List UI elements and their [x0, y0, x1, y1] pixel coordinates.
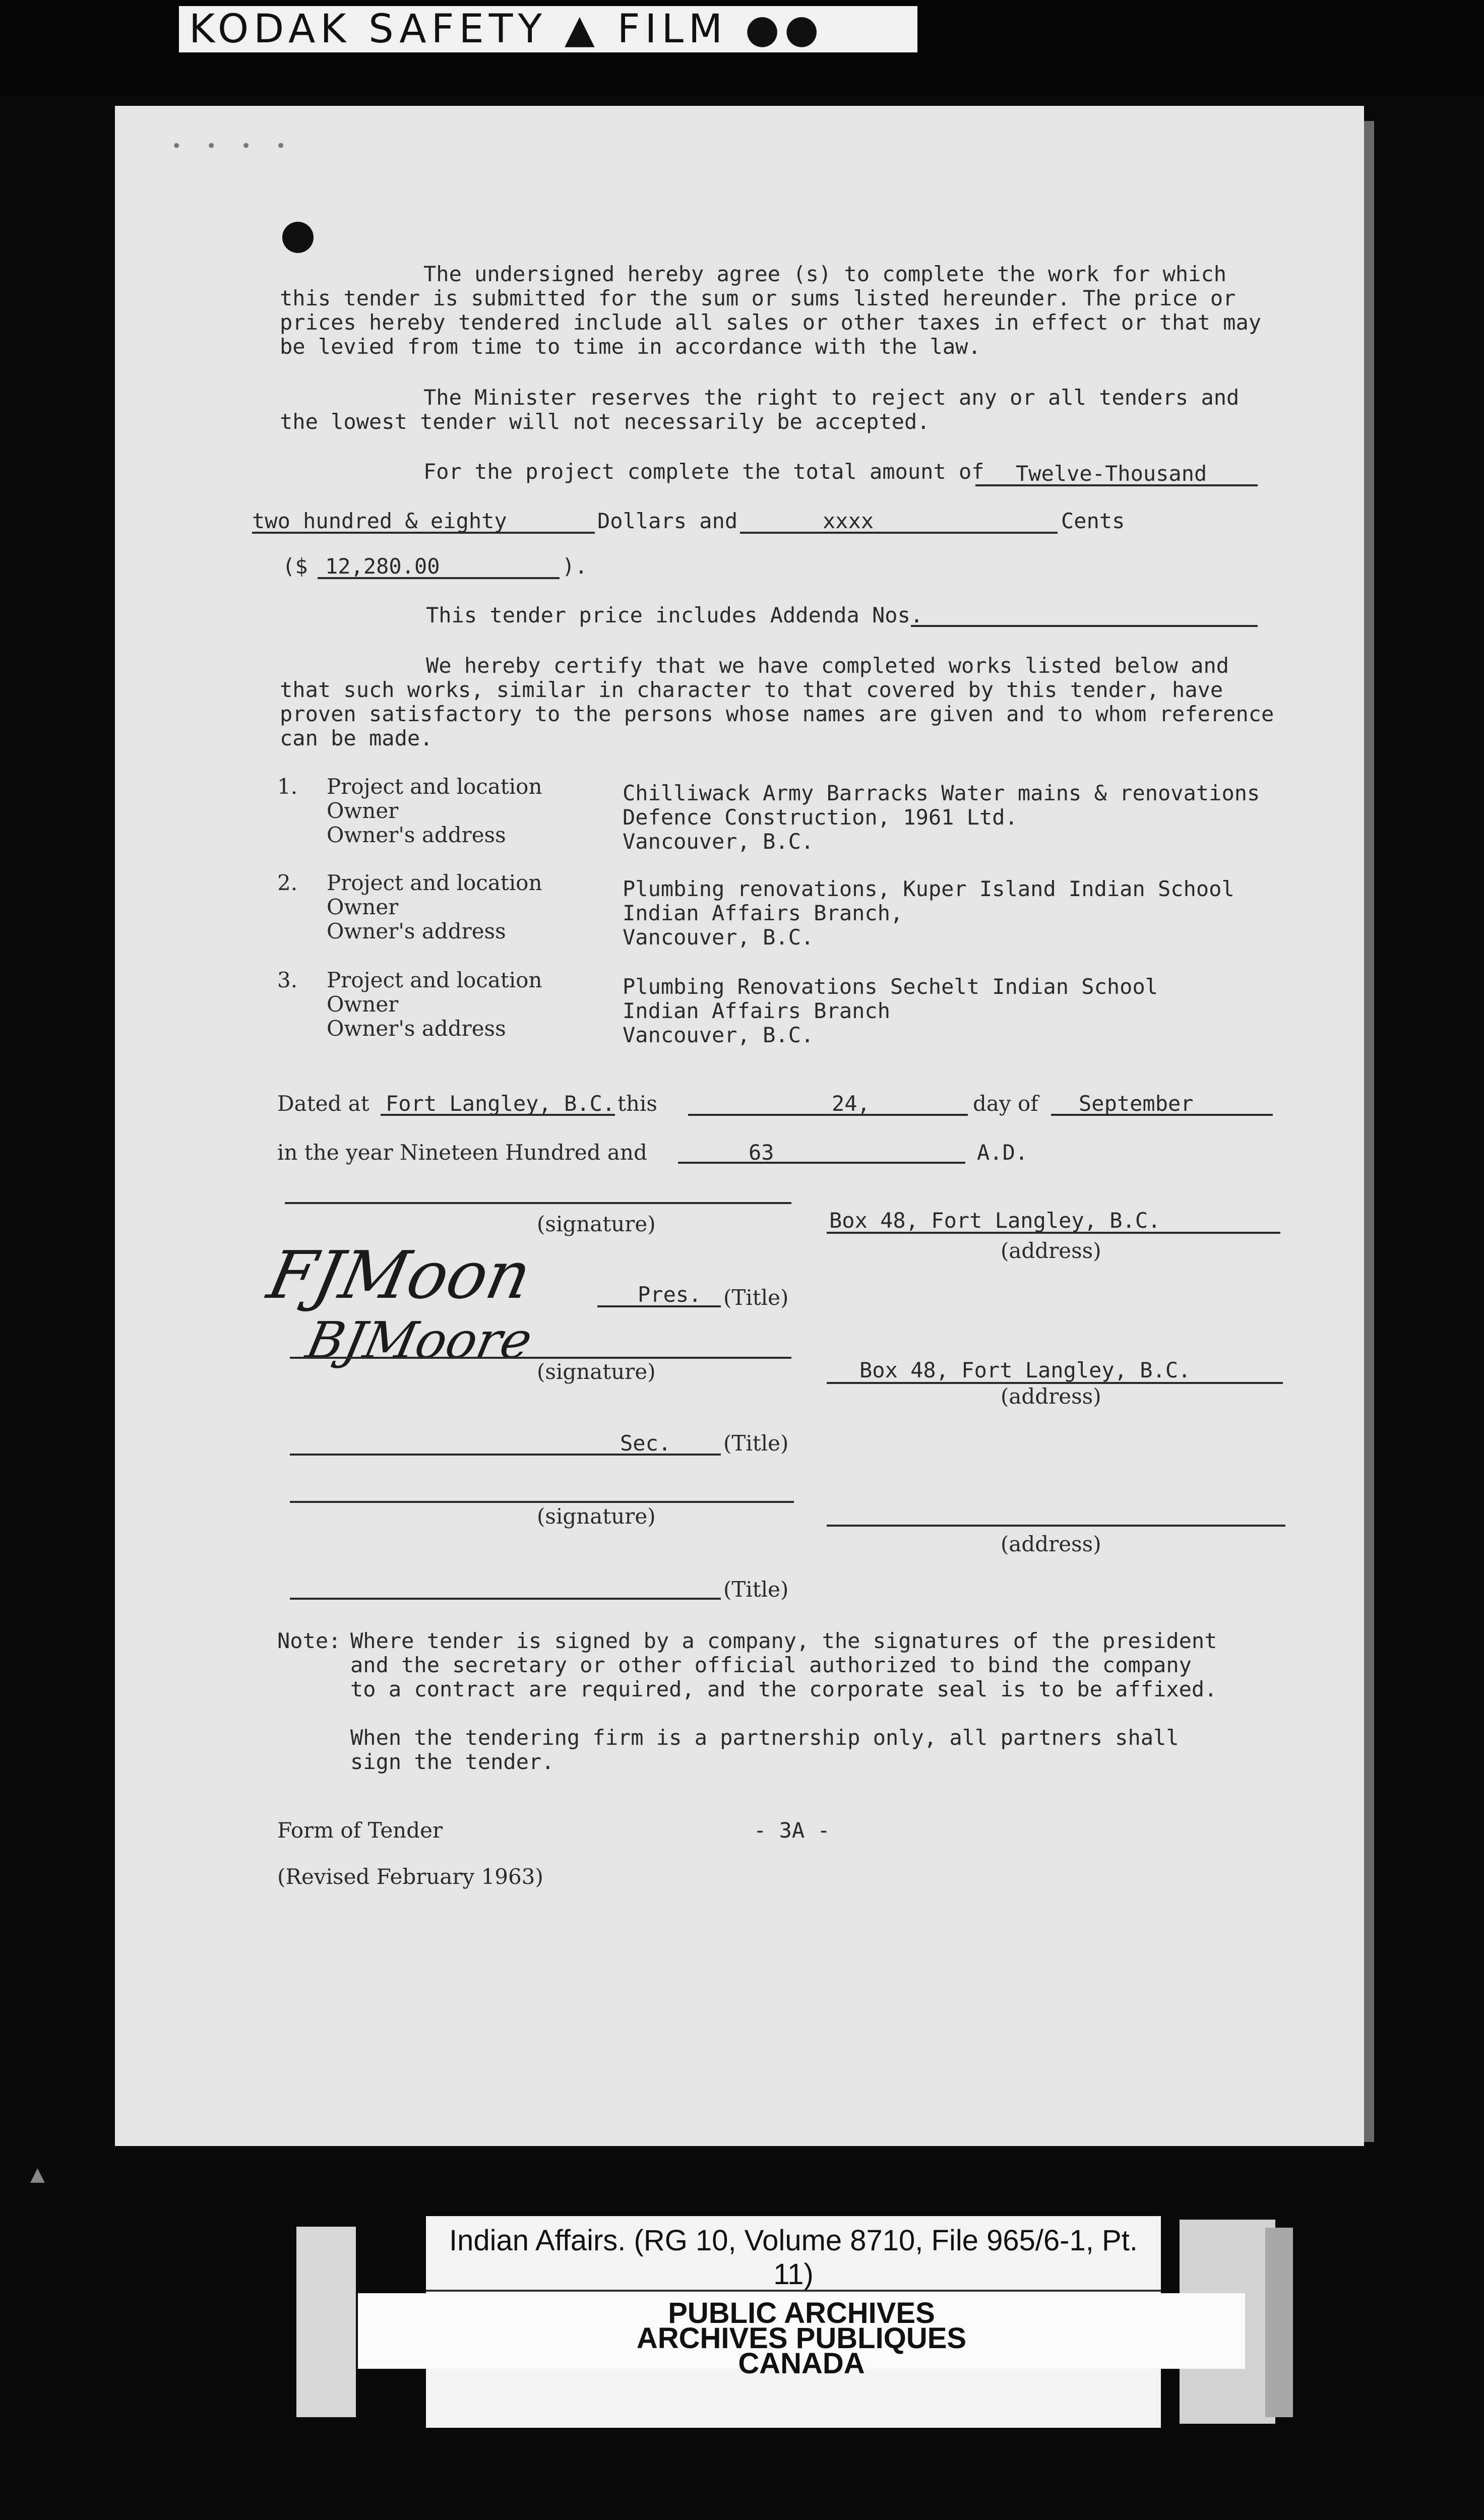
- punch-hole: [282, 222, 314, 253]
- reference-1-address: Vancouver, B.C.: [623, 829, 814, 854]
- title-label-2: (Title): [723, 1431, 789, 1456]
- reference-1-owner: Defence Construction, 1961 Ltd.: [623, 805, 1018, 830]
- reference-3-owner-label: Owner: [327, 992, 399, 1017]
- film-header: KODAK SAFETY ▲ FILM ●●: [179, 6, 917, 52]
- archive-reference: Indian Affairs. (RG 10, Volume 8710, File 965/6-1, Pt. 11): [449, 2224, 1138, 2291]
- note-line-5: sign the tender.: [350, 1749, 554, 1774]
- ad-label: A.D.: [977, 1140, 1028, 1165]
- title-value-2: Sec.: [620, 1431, 671, 1456]
- address-label-2: (address): [1001, 1384, 1101, 1409]
- certify-line-1: We hereby certify that we have completed works listed below and: [426, 653, 1229, 678]
- day-value: 24,: [832, 1091, 870, 1116]
- reference-3-owner: Indian Affairs Branch: [623, 998, 891, 1023]
- address-label-3: (address): [1001, 1532, 1101, 1556]
- signature-president: FJMoon: [261, 1237, 538, 1313]
- cents-line: [740, 532, 1058, 534]
- reference-1-project: Chilliwack Army Barracks Water mains & renovations: [623, 781, 1260, 805]
- reference-1-address-label: Owner's address: [327, 823, 506, 847]
- addenda-label: This tender price includes Addenda Nos.: [426, 603, 923, 627]
- title-value-1: Pres.: [638, 1282, 702, 1307]
- day-line: [688, 1114, 968, 1116]
- reference-1-number: 1.: [277, 774, 298, 799]
- certify-line-4: can be made.: [280, 726, 433, 750]
- archive-label-left-tab: [296, 2227, 356, 2417]
- title-line-3: [290, 1598, 721, 1600]
- signature-label-3: (signature): [537, 1504, 656, 1529]
- certify-line-2: that such works, similar in character to that covered by this tender, have: [280, 677, 1223, 702]
- archive-line-3: CANADA: [738, 2347, 865, 2380]
- title-label-3: (Title): [723, 1577, 789, 1602]
- signature-line-3: [290, 1501, 794, 1503]
- archive-line-2: ARCHIVES PUBLIQUES: [636, 2322, 967, 2355]
- note-line-2: and the secretary or other official authorized to bind the company: [350, 1653, 1192, 1677]
- amount-close: ).: [562, 554, 588, 579]
- amount-words-line-2: [252, 532, 595, 534]
- revised-date: (Revised February 1963): [277, 1864, 543, 1889]
- cents-label: Cents: [1061, 509, 1125, 533]
- reference-2-address: Vancouver, B.C.: [623, 925, 814, 950]
- amount-open: ($: [282, 554, 308, 579]
- archive-label-right-edge: [1265, 2228, 1293, 2417]
- signature-line-2: [290, 1357, 791, 1359]
- form-name: Form of Tender: [277, 1818, 443, 1843]
- para1-line-3: prices hereby tendered include all sales or other taxes in effect or that may: [280, 310, 1262, 335]
- para1-line-4: be levied from time to time in accordance with the law.: [280, 334, 981, 359]
- address-value-2: Box 48, Fort Langley, B.C.: [859, 1358, 1191, 1382]
- reference-3-address-label: Owner's address: [327, 1016, 506, 1041]
- para1-line-1: The undersigned hereby agree (s) to complete the work for which: [423, 262, 1227, 286]
- reference-2-project-label: Project and location: [327, 870, 542, 895]
- page-number: - 3A -: [754, 1818, 830, 1843]
- signature-line-1: [285, 1202, 791, 1204]
- year-value: 63: [749, 1140, 774, 1165]
- this-label: this: [617, 1091, 657, 1116]
- reference-2-address-label: Owner's address: [327, 919, 506, 943]
- para2-line-2: the lowest tender will not necessarily be accepted.: [280, 409, 930, 434]
- month-value: September: [1079, 1091, 1194, 1116]
- reference-2-owner-label: Owner: [327, 895, 399, 919]
- signature-label-2: (signature): [537, 1359, 656, 1384]
- archive-line-1: PUBLIC ARCHIVES: [668, 2297, 935, 2329]
- reference-3-project: Plumbing Renovations Sechelt Indian School: [623, 974, 1158, 999]
- para2-line-1: The Minister reserves the right to reject any or all tenders and: [423, 385, 1240, 410]
- addenda-line: [911, 625, 1258, 627]
- amount-figure: 12,280.00: [325, 554, 440, 579]
- amount-figure-line: [318, 577, 560, 579]
- amount-words-2: two hundred & eighty: [252, 509, 507, 533]
- project-amount-label: For the project complete the total amount of: [423, 459, 984, 484]
- title-label-1: (Title): [723, 1285, 789, 1310]
- reference-2-number: 2.: [277, 870, 298, 895]
- signature-label-1: (signature): [537, 1212, 656, 1236]
- year-line: [678, 1162, 965, 1164]
- reference-1-project-label: Project and location: [327, 774, 542, 799]
- page-edge-shadow: [1364, 121, 1374, 2142]
- note-line-1: Where tender is signed by a company, the signatures of the president: [350, 1628, 1217, 1653]
- note-line-4: When the tendering firm is a partnership only, all partners shall: [350, 1725, 1179, 1750]
- note-label: Note:: [277, 1628, 341, 1653]
- day-of-label: day of: [973, 1091, 1038, 1116]
- reference-3-number: 3.: [277, 968, 298, 992]
- address-line-1: [827, 1232, 1280, 1234]
- signature-secretary: BJMoore: [301, 1311, 537, 1370]
- reference-2-owner: Indian Affairs Branch,: [623, 901, 903, 925]
- dated-place-line: [381, 1114, 615, 1116]
- address-line-3: [827, 1525, 1285, 1527]
- dollars-label: Dollars and: [597, 509, 738, 533]
- month-line: [1051, 1114, 1273, 1116]
- film-edge-mark: ▲: [30, 2160, 45, 2188]
- para1-line-2: this tender is submitted for the sum or sums listed hereunder. The price or: [280, 286, 1236, 310]
- certify-line-3: proven satisfactory to the persons whose names are given and to whom reference: [280, 702, 1274, 726]
- reference-3-project-label: Project and location: [327, 968, 542, 992]
- address-label-1: (address): [1001, 1238, 1101, 1263]
- reference-2-project: Plumbing renovations, Kuper Island Indian School: [623, 876, 1234, 901]
- year-label: in the year Nineteen Hundred and: [277, 1140, 647, 1165]
- page-marks: • • • •: [171, 136, 293, 156]
- note-line-3: to a contract are required, and the corporate seal is to be affixed.: [350, 1677, 1217, 1702]
- dated-place: Fort Langley, B.C.: [386, 1091, 615, 1116]
- reference-3-address: Vancouver, B.C.: [623, 1023, 814, 1047]
- dated-label: Dated at: [277, 1091, 369, 1116]
- title-line-1: [597, 1305, 721, 1307]
- address-value-1: Box 48, Fort Langley, B.C.: [829, 1208, 1161, 1233]
- cents-value: xxxx: [823, 509, 874, 533]
- reference-1-owner-label: Owner: [327, 798, 399, 823]
- amount-words-1: Twelve-Thousand: [1016, 461, 1207, 486]
